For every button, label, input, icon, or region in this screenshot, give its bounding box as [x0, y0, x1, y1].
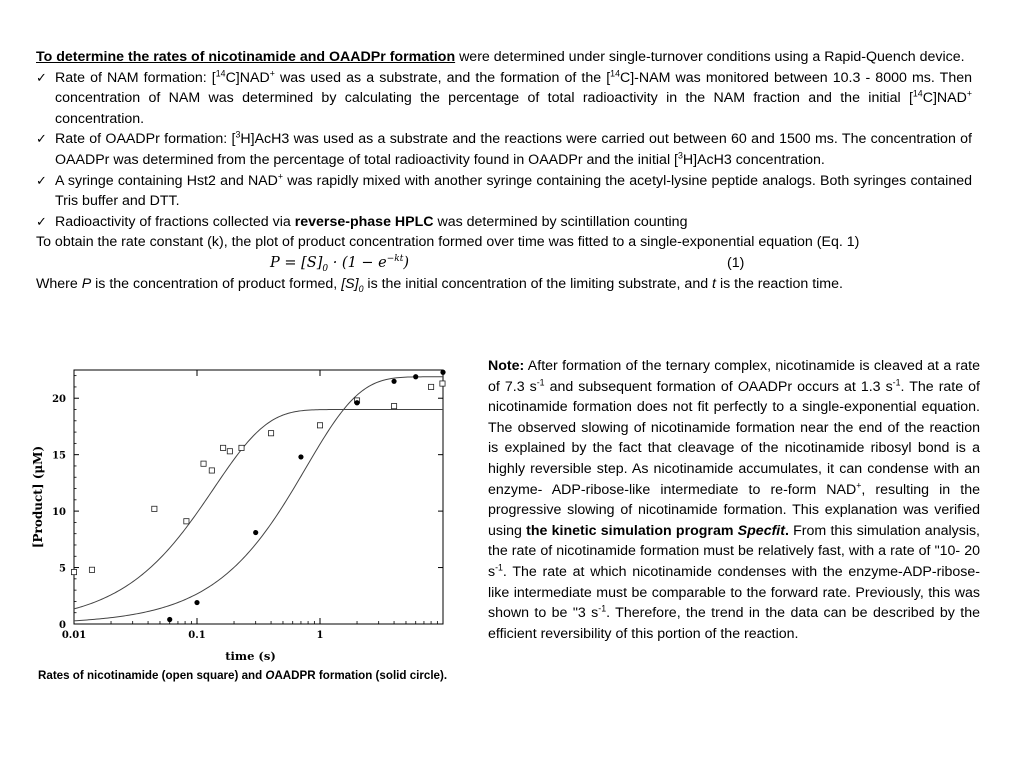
text: Rate of NAM formation: [ — [55, 69, 216, 86]
x-tick-label: 0.01 — [61, 630, 87, 641]
eq-exponent: −kt — [386, 254, 404, 265]
checkmark-icon: ✓ — [36, 172, 47, 188]
text: . The rate at which nicotinamide condenses with the enzyme-ADP-ribose-like intermediate must be comparable to the forward rate. Previously, this was shown to be "3 s — [488, 563, 980, 622]
checkmark-icon: ✓ — [36, 213, 47, 229]
where-text — [36, 274, 972, 295]
bullet-oaadpr-formation — [36, 129, 972, 170]
text: C]NAD — [225, 69, 270, 86]
italic-text: O — [737, 378, 749, 395]
text: Where — [36, 275, 82, 292]
point-nicotinamide — [89, 567, 94, 572]
bold-text: . — [784, 522, 789, 539]
y-tick-label: 0 — [59, 620, 66, 631]
point-nicotinamide — [71, 569, 76, 574]
point-OAADPr — [413, 374, 418, 379]
superscript: 14 — [912, 88, 923, 99]
rate-constant-text: To obtain the rate constant (k), the plot of product concentration formed over time was fitted to a single-exponential equation (Eq. 1) — [36, 234, 860, 251]
text: concentration. — [55, 110, 145, 127]
italic-text: t — [712, 275, 716, 292]
italic-text: O — [265, 669, 275, 682]
point-nicotinamide — [209, 468, 214, 473]
bold-italic-text: Specfit — [737, 522, 785, 539]
point-nicotinamide — [440, 381, 445, 386]
italic-text: P — [81, 275, 92, 292]
intro-paragraph — [36, 47, 972, 68]
text: and subsequent formation of — [544, 378, 738, 395]
y-tick-label: 10 — [52, 507, 66, 519]
point-OAADPr — [167, 617, 172, 622]
text: C]-NAM was monitored between 10.3 - 8000 ms. Then concentration of NAM was determined by calculating the percentage of total radioactivity in the NAM fraction and the initial [ — [55, 69, 973, 107]
intro-rest: were determined under single-turnover conditions using a Rapid-Quench device. — [459, 49, 965, 65]
text: After formation of the ternary complex, nicotinamide is cleaved at a rate of 7.3 s — [488, 358, 980, 395]
y-tick-label: 15 — [52, 450, 66, 462]
text: is the initial concentration of the limiting substrate, and — [363, 275, 713, 292]
eq-part: P = [S] — [270, 254, 323, 271]
eq-part: · (1 − e — [328, 254, 387, 271]
point-nicotinamide — [428, 384, 433, 389]
text: is the reaction time. — [716, 275, 843, 292]
bullet-nam-formation — [36, 68, 972, 130]
superscript: 14 — [610, 67, 620, 78]
superscript: + — [966, 88, 972, 99]
checkmark-icon: ✓ — [36, 69, 47, 85]
point-nicotinamide — [391, 404, 396, 409]
bold-text: reverse-phase HPLC — [294, 213, 434, 230]
text: H]AcH3 concentration. — [682, 151, 825, 168]
point-nicotinamide — [268, 431, 273, 436]
point-nicotinamide — [201, 461, 206, 466]
text: . The rate of nicotinamide formation does not fit perfectly to a single-exponential equation. The observed slowing of nicotinamide formation near the end of the reaction is explained by the fact that cleavage of the nicotinamide ribosyl bond is a highly reversible step. As nicotinamide accumulates, it can condense with an enzyme- ADP-ribose-like intermediate to re-form NAD — [488, 378, 980, 498]
point-OAADPr — [354, 400, 359, 405]
note-label: Note: — [488, 358, 525, 374]
superscript: -1 — [536, 376, 545, 387]
intro-title-link: To determine the rates of nicotinamide and OAADPr formation — [36, 49, 456, 65]
bullet-list — [36, 68, 972, 233]
eq-subscript: 0 — [322, 263, 329, 274]
checkmark-icon: ✓ — [36, 131, 47, 147]
text: Radioactivity of fractions collected via — [55, 213, 295, 230]
point-OAADPr — [440, 370, 445, 375]
italic-subscript: 0 — [358, 283, 364, 294]
point-OAADPr — [194, 600, 199, 605]
text: was used as a substrate, and the formation of the [ — [274, 69, 611, 86]
x-tick-label: 1 — [316, 630, 324, 641]
superscript: -1 — [598, 603, 607, 614]
text: AADPR formation (solid circle). — [274, 669, 448, 682]
point-nicotinamide — [317, 423, 322, 428]
text: was determined by scintillation counting — [433, 213, 688, 230]
superscript: 3 — [677, 150, 683, 161]
point-nicotinamide — [152, 506, 157, 511]
equation-row — [36, 253, 972, 274]
text: From this simulation analysis, the rate of nicotinamide formation must be relatively fast, with a rate of "10- 20 s — [488, 522, 981, 580]
note-block — [488, 356, 980, 644]
superscript: 14 — [215, 67, 226, 78]
y-axis-label: [Product] (μM) — [31, 445, 45, 549]
superscript: + — [269, 67, 275, 78]
italic-text: [S] — [341, 275, 359, 292]
point-OAADPr — [391, 379, 396, 384]
chart-caption — [38, 669, 478, 682]
x-tick-label: 0.1 — [188, 630, 206, 641]
fit-curve-nicotinamide — [74, 410, 443, 609]
equation-number: (1) — [727, 254, 745, 271]
superscript: + — [856, 479, 862, 490]
note-paragraph — [488, 356, 980, 644]
eq-part: ) — [403, 254, 410, 271]
text: , resulting in the progressive slowing of nicotinamide formation. This explanation was verified using — [488, 481, 980, 539]
text: Rate of OAADPr formation: [ — [55, 131, 236, 148]
intro-block — [36, 47, 972, 295]
equation — [270, 253, 409, 274]
point-nicotinamide — [239, 445, 244, 450]
y-tick-label: 5 — [59, 563, 66, 575]
superscript: -1 — [495, 562, 503, 573]
text: C]NAD — [922, 90, 967, 107]
superscript: -1 — [892, 376, 901, 387]
plot-frame — [74, 370, 443, 624]
x-axis-label: time (s) — [225, 649, 276, 663]
bullet-syringe — [36, 171, 972, 212]
superscript: + — [277, 170, 284, 181]
point-OAADPr — [253, 530, 258, 535]
point-OAADPr — [298, 454, 303, 459]
y-tick-label: 20 — [52, 394, 66, 406]
point-nicotinamide — [220, 445, 225, 450]
text: H]AcH3 was used as a substrate and the reactions were carried out between 60 and 1500 ms. The concentration of OAADPr was determined from the percentage of total radioactivity found in OAADPr and the initial [ — [55, 131, 972, 168]
text: was rapidly mixed with another syringe containing the acetyl-lysine peptide analogs. Both syringes contained Tris buffer and DTT. — [55, 172, 972, 210]
text: A syringe containing Hst2 and NAD — [55, 172, 278, 189]
bold-text: the kinetic simulation program — [526, 522, 738, 539]
bullet-radioactivity — [36, 212, 972, 233]
superscript: 3 — [235, 129, 241, 140]
product-time-chart — [28, 360, 468, 665]
text: is the concentration of product formed, — [91, 275, 342, 292]
text: AADPr occurs at 1.3 s — [748, 378, 893, 395]
point-nicotinamide — [184, 519, 189, 524]
point-nicotinamide — [227, 449, 232, 454]
text: Rates of nicotinamide (open square) and — [38, 669, 266, 682]
text: . Therefore, the trend in the data can be described by the efficient reversibility of this portion of the reaction. — [488, 605, 980, 642]
